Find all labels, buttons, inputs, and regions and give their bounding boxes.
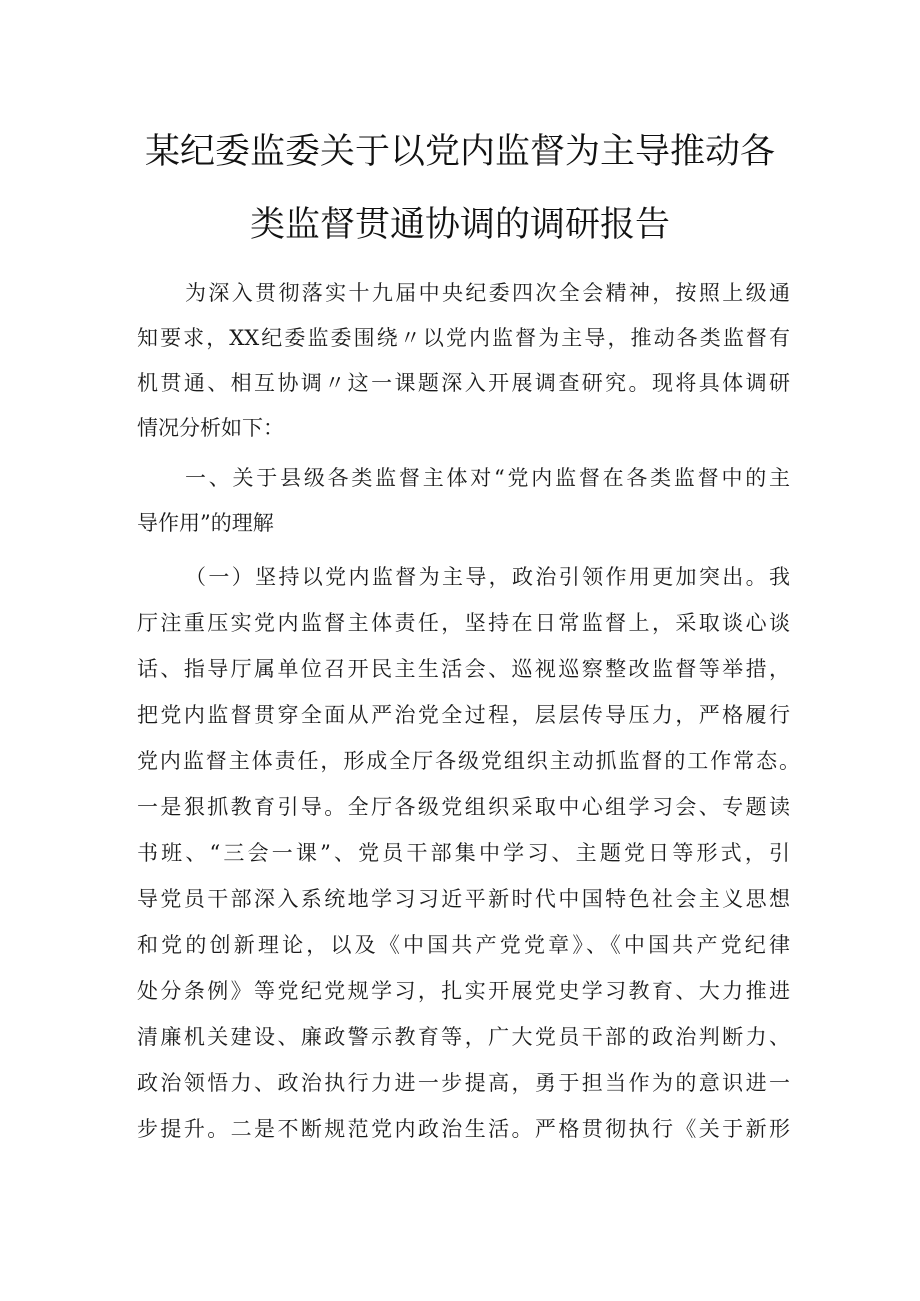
subsection-paragraph-line-11: 清廉机关建设、廉政警示教育等，广大党员干部的政治判断力、: [137, 1025, 790, 1049]
subsection-paragraph-line-8: 导党员干部深入系统地学习习近平新时代中国特色社会主义思想: [137, 887, 790, 911]
intro-paragraph-line-1: 为深入贯彻落实十九届中央纪委四次全会精神，按照上级通: [185, 281, 790, 305]
subsection-paragraph-line-1: （一）坚持以党内监督为主导，政治引领作用更加突出。我: [185, 565, 790, 589]
subsection-paragraph-line-5: 党内监督主体责任，形成全厅各级党组织主动抓监督的工作常态。: [137, 749, 800, 773]
subsection-paragraph-line-3: 话、指导厅属单位召开民主生活会、巡视巡察整改监督等举措，: [137, 657, 790, 681]
document-title-line-1: 某纪委监委关于以党内监督为主导推动各: [144, 132, 775, 172]
document-title-line-2: 类监督贯通协调的调研报告: [249, 205, 670, 245]
subsection-paragraph-line-4: 把党内监督贯穿全面从严治党全过程，层层传导压力，严格履行: [137, 703, 790, 727]
intro-paragraph-line-2: 知要求，XX纪委监委围绕〃以党内监督为主导，推动各类监督有: [137, 326, 790, 350]
subsection-paragraph-line-2: 厅注重压实党内监督主体责任，坚持在日常监督上，采取谈心谈: [137, 611, 790, 635]
subsection-paragraph-line-10: 处分条例》等党纪党规学习，扎实开展党史学习教育、大力推进: [137, 979, 790, 1003]
subsection-paragraph-line-7: 书班、“三会一课”、党员干部集中学习、主题党日等形式，引: [137, 841, 790, 865]
intro-paragraph-line-4: 情况分析如下：: [137, 416, 284, 440]
subsection-paragraph-line-9: 和党的创新理论，以及《中国共产党党章》、《中国共产党纪律: [137, 933, 790, 957]
section-heading-line-2: 导作用”的理解: [137, 511, 274, 535]
section-heading-line-1: 一、关于县级各类监督主体对“党内监督在各类监督中的主: [185, 466, 790, 490]
subsection-paragraph-line-12: 政治领悟力、政治执行力进一步提高，勇于担当作为的意识进一: [137, 1071, 790, 1095]
subsection-paragraph-line-6: 一是狠抓教育引导。全厅各级党组织采取中心组学习会、专题读: [137, 795, 790, 819]
subsection-paragraph-line-13: 步提升。二是不断规范党内政治生活。严格贯彻执行《关于新形: [137, 1117, 790, 1141]
intro-paragraph-line-3: 机贯通、相互协调〃这一课题深入开展调查研究。现将具体调研: [137, 371, 790, 395]
